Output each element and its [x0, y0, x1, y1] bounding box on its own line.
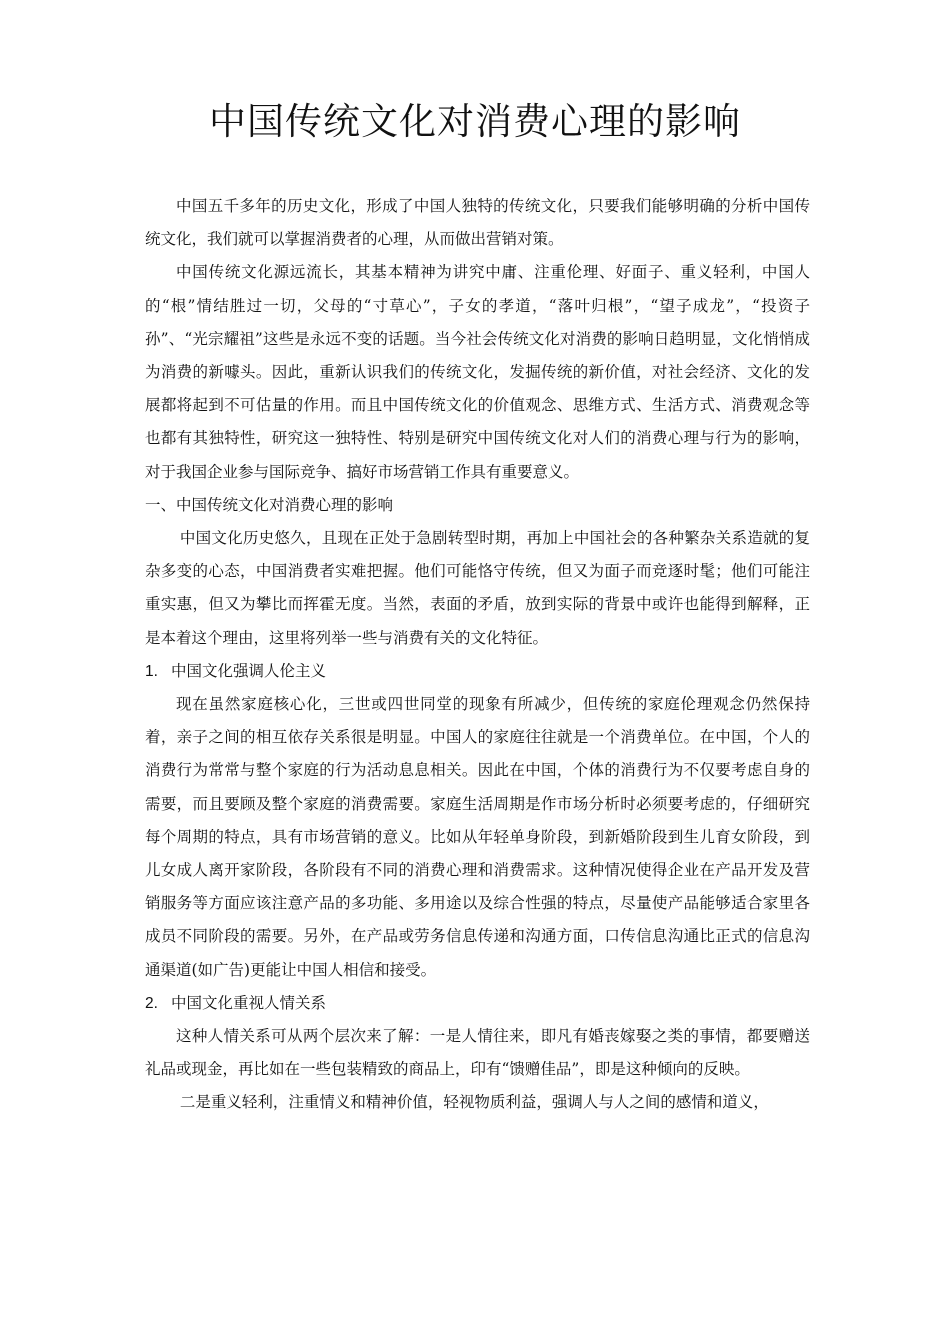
item-2-body-continued: 二是重义轻利，注重情义和精神价值，轻视物质利益，强调人与人之间的感情和道义， [179, 1093, 769, 1112]
item-2-number: 2. [145, 994, 158, 1012]
paragraph-intro: 中国五千多年的历史文化，形成了中国人独特的传统文化，只要我们能够明确的分析中国传统文化，我们就可以掌握消费者的心理，从而做出营销对策。 [145, 197, 810, 249]
document-body [145, 190, 810, 1120]
item-1-body: 现在虽然家庭核心化，三世或四世同堂的现象有所减少，但传统的家庭伦理观念仍然保持着，亲子之间的相互依存关系很是明显。中国人的家庭往往就是一个消费单位。在中国，个人的消费行为常常与整个家庭的行为活动息息相关。因此在中国，个体的消费行为不仅要考虑自身的需要，而且要顾及整个家庭的消费需要。家庭生活周期是作市场分析时必须要考虑的，仔细研究每个周期的特点，具有市场营销的意义。比如从年轻单身阶段，到新婚阶段到生儿育女阶段，到儿女成人离开家阶段，各阶段有不同的消费心理和消费需求。这种情况使得企业在产品开发及营销服务等方面应该注意产品的多功能、多用途以及综合性强的特点，尽量使产品能够适合家里各成员不同阶段的需要。另外，在产品或劳务信息传递和沟通方面，口传信息沟通比正式的信息沟通渠道(如广告)更能让中国人相信和接受。 [145, 695, 810, 979]
section-intro: 中国文化历史悠久，且现在正处于急剧转型时期，再加上中国社会的各种繁杂关系造就的复杂多变的心态，中国消费者实难把握。他们可能恪守传统，但又为面子而竞逐时髦；他们可能注重实惠，但又为攀比而挥霍无度。当然，表面的矛盾，放到实际的背景中或许也能得到解释，正是本着这个理由，这里将列举一些与消费有关的文化特征。 [145, 529, 810, 647]
document-title: 中国传统文化对消费心理的影响 [209, 100, 741, 143]
item-1-number: 1. [145, 662, 158, 680]
item-2-title: 中国文化重视人情关系 [171, 993, 327, 1012]
item-2-heading [145, 987, 810, 1020]
item-1-title: 中国文化强调人伦主义 [171, 661, 327, 680]
item-1-heading [145, 655, 810, 688]
paragraph-culture: 中国传统文化源远流长，其基本精神为讲究中庸、注重伦理、好面子、重义轻利，中国人的“根”情结胜过一切，父母的“寸草心”，子女的孝道，“落叶归根”，“望子成龙”，“投资子孙”、“光宗耀祖”这些是永远不变的话题。当今社会传统文化对消费的影响日趋明显，文化悄悄成为消费的新噱头。因此，重新认识我们的传统文化，发掘传统的新价值，对社会经济、文化的发展都将起到不可估量的作用。而且中国传统文化的价值观念、思维方式、生活方式、消费观念等也都有其独特性，研究这一独特性、特别是研究中国传统文化对人们的消费心理与行为的影响，对于我国企业参与国际竞争、搞好市场营销工作具有重要意义。 [145, 263, 810, 481]
item-2-body: 这种人情关系可从两个层次来了解：一是人情往来，即凡有婚丧嫁娶之类的事情，都要赠送礼品或现金，再比如在一些包装精致的商品上，印有“馈赠佳品”，即是这种倾向的反映。 [145, 1027, 810, 1079]
section-heading: 一、中国传统文化对消费心理的影响 [145, 495, 394, 514]
